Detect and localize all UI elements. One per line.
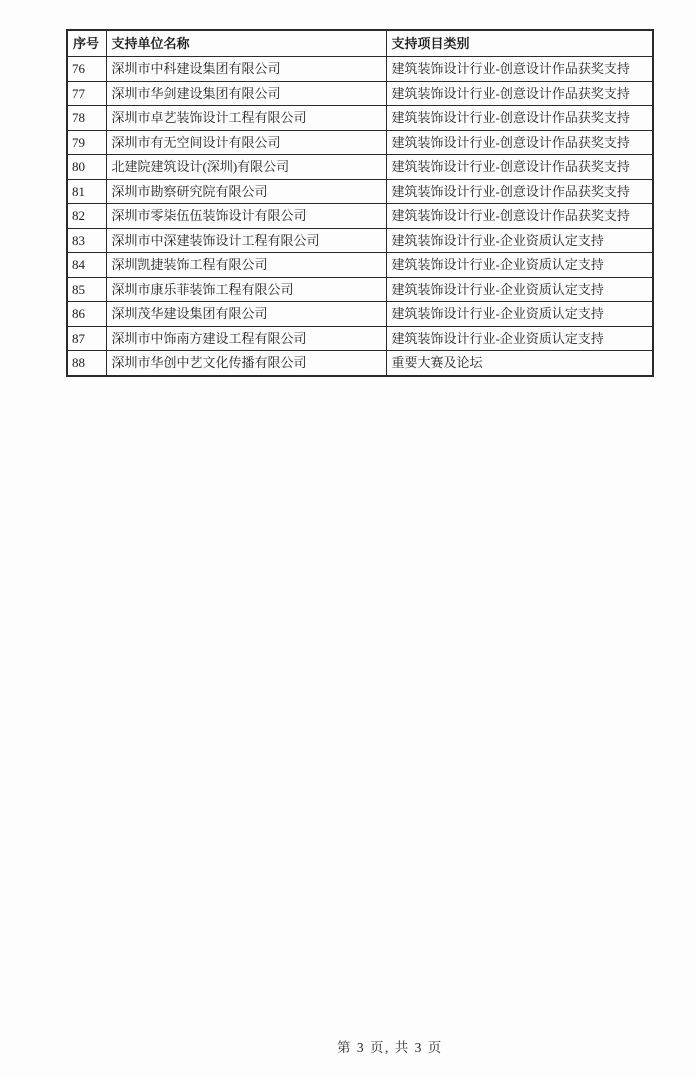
row-category-cell: 建筑装饰设计行业-企业资质认定支持 [386,326,653,351]
table-row [67,179,653,204]
row-name-cell: 深圳茂华建设集团有限公司 [106,302,386,327]
row-name-cell: 深圳市华创中艺文化传播有限公司 [106,351,386,376]
row-no-cell: 79 [67,130,106,155]
table-row [67,106,653,131]
table-row [67,204,653,229]
table-row [67,326,653,351]
table-row [67,253,653,278]
support-units-table [66,29,654,377]
row-no-cell: 88 [67,351,106,376]
row-no-cell: 81 [67,179,106,204]
row-no-cell: 80 [67,155,106,180]
row-no-cell: 84 [67,253,106,278]
table-row [67,155,653,180]
row-category-cell: 建筑装饰设计行业-企业资质认定支持 [386,228,653,253]
row-category-cell: 建筑装饰设计行业-创意设计作品获奖支持 [386,130,653,155]
table-row [67,351,653,376]
row-no-cell: 85 [67,277,106,302]
row-name-cell: 北建院建筑设计(深圳)有限公司 [106,155,386,180]
row-name-cell: 深圳市中饰南方建设工程有限公司 [106,326,386,351]
row-category-cell: 重要大赛及论坛 [386,351,653,376]
row-category-cell: 建筑装饰设计行业-创意设计作品获奖支持 [386,81,653,106]
row-no-cell: 82 [67,204,106,229]
column-header-no: 序号 [67,30,106,57]
column-header-category: 支持项目类别 [386,30,653,57]
row-name-cell: 深圳市零柒伍伍装饰设计有限公司 [106,204,386,229]
column-header-name: 支持单位名称 [106,30,386,57]
row-name-cell: 深圳市中科建设集团有限公司 [106,57,386,82]
table-row [67,57,653,82]
row-name-cell: 深圳市中深建装饰设计工程有限公司 [106,228,386,253]
row-no-cell: 77 [67,81,106,106]
table-row [67,81,653,106]
row-no-cell: 76 [67,57,106,82]
row-category-cell: 建筑装饰设计行业-创意设计作品获奖支持 [386,179,653,204]
row-name-cell: 深圳市华剑建设集团有限公司 [106,81,386,106]
row-category-cell: 建筑装饰设计行业-企业资质认定支持 [386,277,653,302]
row-name-cell: 深圳市卓艺装饰设计工程有限公司 [106,106,386,131]
row-name-cell: 深圳市有无空间设计有限公司 [106,130,386,155]
row-category-cell: 建筑装饰设计行业-创意设计作品获奖支持 [386,106,653,131]
table-row [67,130,653,155]
row-category-cell: 建筑装饰设计行业-企业资质认定支持 [386,253,653,278]
page-number-footer: 第 3 页, 共 3 页 [337,1040,443,1055]
row-name-cell: 深圳市勘察研究院有限公司 [106,179,386,204]
table-row [67,228,653,253]
row-no-cell: 83 [67,228,106,253]
row-category-cell: 建筑装饰设计行业-创意设计作品获奖支持 [386,57,653,82]
row-no-cell: 86 [67,302,106,327]
row-no-cell: 87 [67,326,106,351]
table-header-row [67,30,653,57]
row-name-cell: 深圳凯捷装饰工程有限公司 [106,253,386,278]
row-category-cell: 建筑装饰设计行业-创意设计作品获奖支持 [386,204,653,229]
row-no-cell: 78 [67,106,106,131]
row-category-cell: 建筑装饰设计行业-创意设计作品获奖支持 [386,155,653,180]
table-row [67,302,653,327]
table-row [67,277,653,302]
row-name-cell: 深圳市康乐菲装饰工程有限公司 [106,277,386,302]
row-category-cell: 建筑装饰设计行业-企业资质认定支持 [386,302,653,327]
